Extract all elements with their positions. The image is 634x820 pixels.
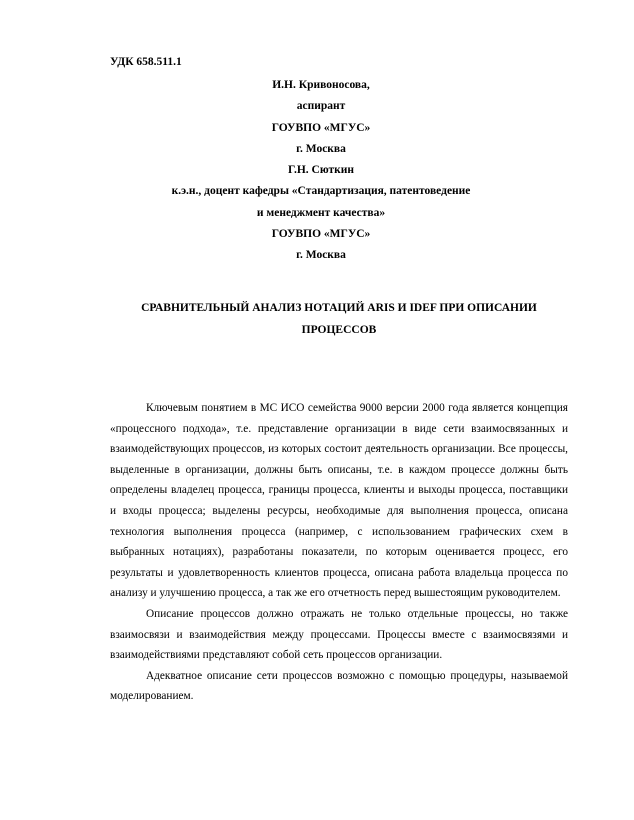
author-2-organization: ГОУВПО «МГУС» bbox=[271, 228, 371, 241]
author-1-organization: ГОУВПО «МГУС» bbox=[271, 121, 371, 134]
paper-title-line-1: СРАВНИТЕЛЬНЫЙ АНАЛИЗ НОТАЦИЙ ARIS И IDEF ПРИ ОПИСАНИИ bbox=[141, 302, 537, 314]
author-1-position: аспирант bbox=[296, 100, 346, 113]
author-2-position: к.э.н., доцент кафедры «Стандартизация, патентоведение bbox=[171, 185, 471, 198]
udk-code: УДК 658.511.1 bbox=[110, 56, 182, 68]
author-2-city: г. Москва bbox=[296, 249, 346, 262]
paper-title-line-2: ПРОЦЕССОВ bbox=[301, 324, 377, 336]
body-text bbox=[110, 398, 568, 707]
paragraph-3: Адекватное описание сети процессов возможно с помощью процедуры, называемой моделированием. bbox=[110, 669, 568, 703]
author-2-department: и менеджмент качества» bbox=[256, 206, 386, 219]
paper-title bbox=[110, 297, 568, 341]
paragraph-2: Описание процессов должно отражать не только отдельные процессы, но также взаимосвязи и взаимодействия между процессами. Процессы вместе с взаимосвязями и взаимодействиями представляют собой сеть процессов организации. bbox=[110, 607, 568, 662]
author-1-city: г. Москва bbox=[296, 142, 346, 155]
author-1-name: И.Н. Кривоносова, bbox=[272, 79, 370, 91]
author-2-name: Г.Н. Сюткин bbox=[287, 164, 355, 177]
author-block bbox=[0, 75, 634, 267]
paragraph-1: Ключевым понятием в МС ИСО семейства 9000 версии 2000 года является концепция «процессного подхода», т.е. представление организации в виде сети взаимосвязанных и взаимодействующих процессов, из которых состоит деятельность организации. Все процессы, выделенные в организации, должны быть описаны, т.е. в каждом процессе должны быть определены владелец процесса, границы процесса, клиенты и выходы процесса, поставщики и входы процесса; выделены ресурсы, необходимые для выполнения процесса, описана технология выполнения процесса (например, с использованием графических схем в выбранных нотациях), разработаны показатели, по которым оценивается процесс, его результаты и удовлетворенность клиентов процесса, описана работа владельца процесса по анализу и улучшению процесса, а так же его отчетность перед вышестоящим руководителем. bbox=[110, 402, 568, 600]
